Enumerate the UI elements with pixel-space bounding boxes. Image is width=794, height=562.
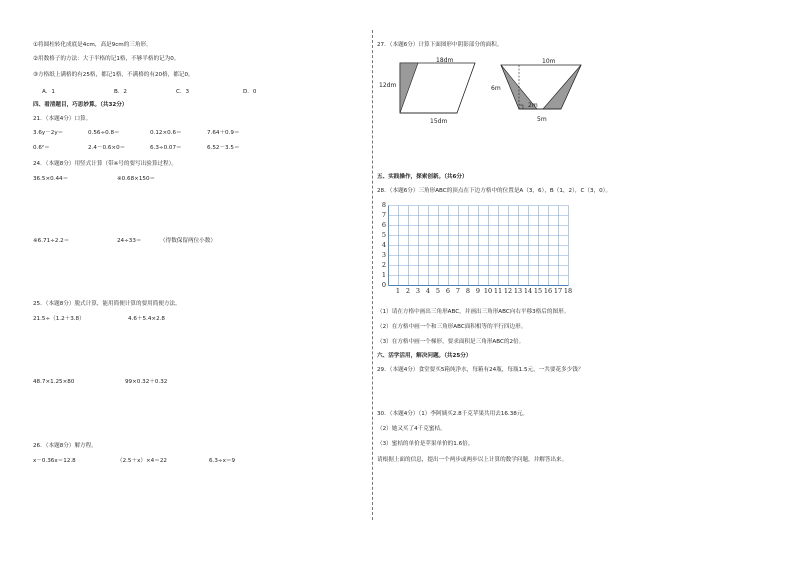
q24-r1-c2: ※0.68×150＝ [117, 176, 156, 182]
option-b[interactable]: B．2 [114, 89, 127, 95]
fig1-left-label: 12dm [379, 82, 397, 89]
grid-y-label: 1 [381, 271, 386, 279]
q21-r2-c4: 6.52－3.5＝ [207, 145, 240, 151]
grid-lines [388, 205, 570, 287]
q26-title: 26．（本题8分）解方程。 [33, 443, 97, 449]
q27-title: 27．（本题6分）计算下面图形中阴影部分的面积。 [377, 42, 503, 48]
q28-item-2: （2）在方格中画一个和三角形ABC面积相等的平行四边形。 [377, 324, 527, 330]
q29-text: 29．（本题4分）食堂要买5箱纯净水，每箱有24瓶，每瓶1.5元，一共要花多少钱？ [377, 367, 584, 373]
q24-title: 24．（本题8分）用竖式计算（带※号的要写出验算过程）。 [33, 161, 178, 167]
q21-r2-c3: 6.3÷0.07＝ [150, 145, 182, 151]
grid-y-label: 6 [381, 221, 386, 229]
q26-c1: x－0.36x＝12.8 [33, 458, 76, 464]
grid-x-label: 11 [493, 287, 503, 295]
grid-x-label: 15 [533, 287, 543, 295]
grid-x-label: 9 [475, 287, 481, 295]
q21-r1-c4: 7.64＋0.9＝ [207, 130, 240, 136]
grid-x-label: 8 [465, 287, 471, 295]
q21-r2-c1: 0.6²＝ [33, 145, 50, 151]
option-c[interactable]: C．3 [176, 89, 190, 95]
q25-r2-c2: 99×0.32＋0.32 [125, 379, 168, 385]
shaded-triangle [400, 63, 418, 113]
fig1-top-label: 18dm [436, 57, 454, 64]
q24-r1-c1: 36.5×0.44＝ [33, 176, 69, 182]
grid-x-label: 6 [445, 287, 451, 295]
trapezoid-figure [495, 60, 590, 118]
grid-x-label: 13 [513, 287, 523, 295]
grid-x-label: 5 [435, 287, 441, 295]
grid-x-label: 3 [415, 287, 421, 295]
q28-item-1: （1）请在方格中画出三角形ABC，并画出三角形ABC向右平移3格后的图形。 [377, 309, 570, 315]
grid-x-label: 18 [563, 287, 573, 295]
fig1-bottom-label: 15dm [430, 118, 448, 125]
grid-y-label: 0 [381, 281, 386, 289]
grid-x-label: 2 [405, 287, 411, 295]
q28-item-3: （3）在方格中画一个梯形，要求面积是三角形ABC的2倍。 [377, 339, 525, 345]
fig2-inner-label: 2m [528, 102, 538, 109]
q21-r1-c2: 0.56÷0.8＝ [88, 130, 120, 136]
grid-y-label: 5 [381, 231, 386, 239]
grid-y-label: 3 [381, 251, 386, 259]
q24-r2-c1: ※6.71÷2.2＝ [33, 238, 70, 244]
q25-r2-c1: 48.7×1.25×80 [33, 379, 75, 385]
q21-r2-c2: 2.4－0.6×0＝ [88, 145, 126, 151]
grid-y-label: 8 [381, 201, 386, 209]
shaded-triangle-right [543, 65, 581, 109]
grid-y-label: 7 [381, 211, 386, 219]
grid-x-label: 17 [553, 287, 563, 295]
grid-x-label: 10 [483, 287, 493, 295]
grid-x-label: 12 [503, 287, 513, 295]
q24-r2-note: （得数保留两位小数） [160, 238, 216, 244]
q30-line2: （2）她又买了4千克蜜桔。 [377, 426, 446, 432]
section4-title: 四、看清题目，巧思妙算。（共32分） [33, 102, 128, 108]
q28-title: 28．（本题6分）三角形ABC的顶点在下边方格中的位置是A（3，6），B（1，2），C（3，0）。 [377, 188, 612, 194]
grid-x-label: 1 [395, 287, 401, 295]
section6-title: 六、活学活用，解决问题。（共25分） [377, 353, 472, 359]
section5-title: 五、实践操作，探索创新。（共6分） [377, 174, 468, 180]
q25-r1-c1: 21.5÷（1.2＋3.8） [33, 316, 85, 322]
fig2-top-label: 10m [542, 58, 556, 65]
q-item-2: ②用数格子的方法：大于半格的记1格，不够半格的记为0。 [33, 56, 180, 62]
q26-c2: （2.5＋x）×4＝22 [117, 458, 167, 464]
q26-c3: 6.3÷x＝9 [209, 458, 236, 464]
grid-x-label: 14 [523, 287, 533, 295]
q21-r1-c3: 0.12×0.6＝ [150, 130, 182, 136]
q25-title: 25．（本题8分）脱式计算，能用简便计算的要用简便方法。 [33, 301, 181, 307]
q30-line1: 30．（本题4分）（1）李阿姨买2.8千克苹果共用去16.38元。 [377, 411, 529, 417]
fig2-height-label: 6m [491, 85, 501, 92]
q21-r1-c1: 3.6y－2y＝ [33, 130, 64, 136]
fig2-bottom-label: 5m [537, 116, 547, 123]
q25-r1-c2: 4.6＋5.4×2.8 [128, 316, 165, 322]
option-a[interactable]: A．1 [42, 89, 55, 95]
q-item-1: ①将圆柱转化成底是4cm，高是9cm的三角形。 [33, 42, 152, 48]
column-divider [372, 30, 373, 520]
grid-x-label: 16 [543, 287, 553, 295]
grid-y-label: 2 [381, 261, 386, 269]
option-d[interactable]: D．0 [243, 89, 257, 95]
q30-line3: （3）蜜桔的单价是苹果单价的1.6倍。 [377, 441, 474, 447]
grid-x-label: 4 [425, 287, 431, 295]
grid-y-label: 4 [381, 241, 386, 249]
q24-r2-c2: 24÷33＝ [117, 238, 142, 244]
q21-title: 21．（本题4分）口算。 [33, 116, 92, 122]
q-item-3: ③方格纸上满格的有25格，都记1格，不满格的有20格，都记0。 [33, 72, 194, 78]
q30-line4: 请根据上面的信息，提出一个两步或两步以上计算的数学问题，并解答出来。 [377, 457, 568, 463]
grid-x-label: 7 [455, 287, 461, 295]
